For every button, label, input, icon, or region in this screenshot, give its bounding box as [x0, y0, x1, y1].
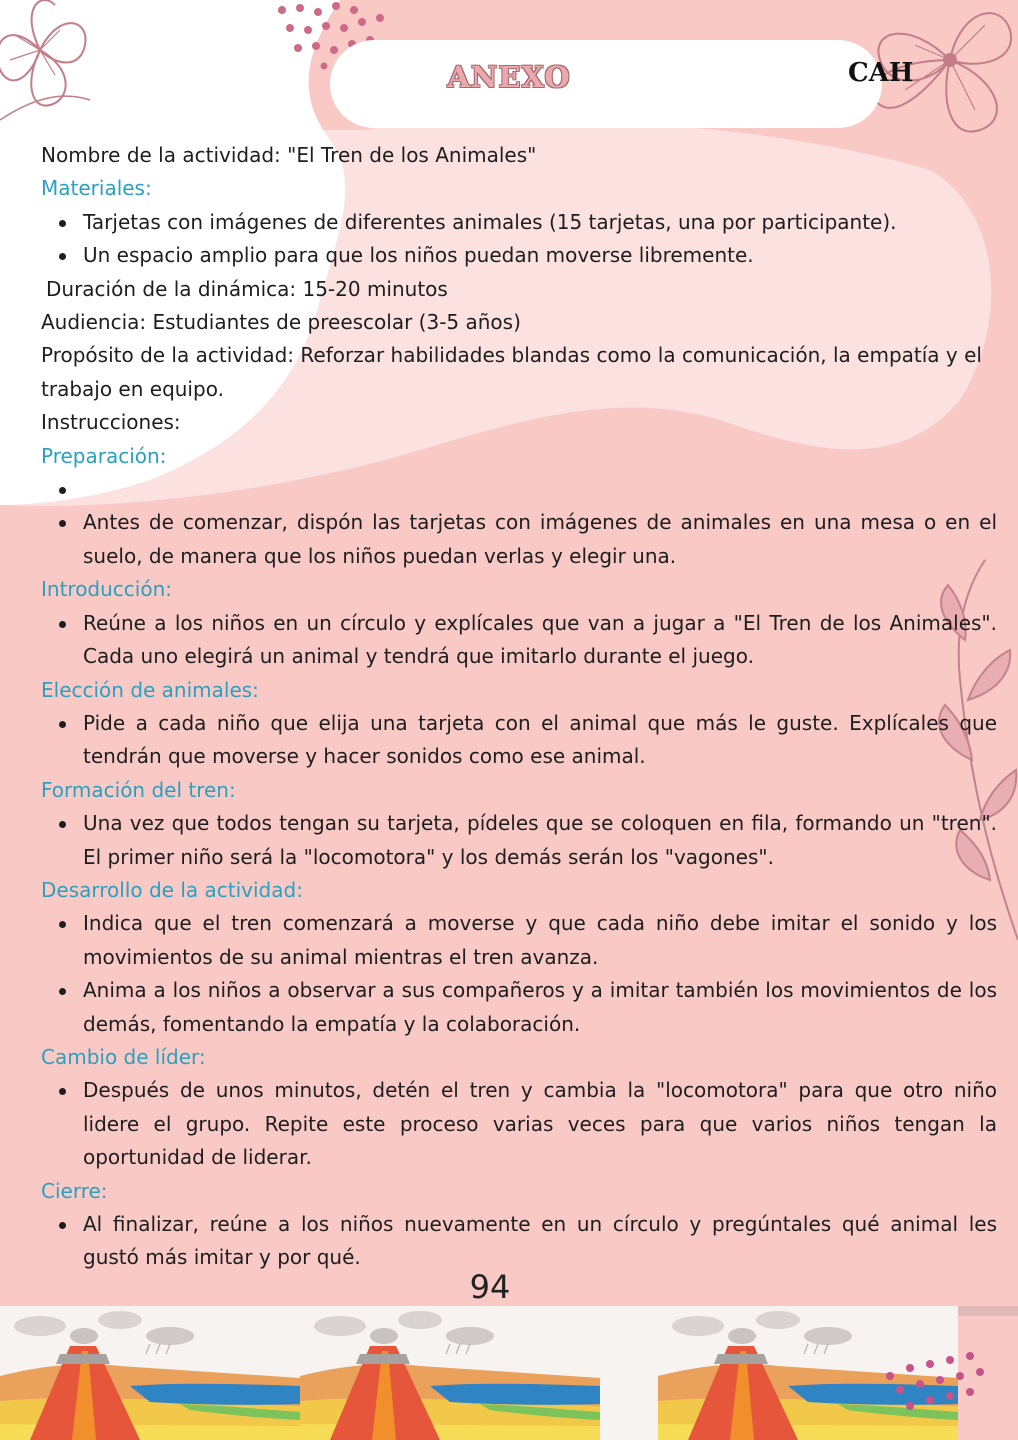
list-item: Tarjetas con imágenes de diferentes animales (15 tarjetas, una por participante).: [83, 206, 997, 239]
section-list: [41, 707, 997, 774]
section-list: [41, 1208, 997, 1275]
section-heading-preparacion: Preparación:: [41, 443, 167, 468]
volcano-illustration: [0, 1306, 1018, 1440]
section-list: [41, 607, 997, 674]
list-item: Antes de comenzar, dispón las tarjetas con imágenes de animales en una mesa o en el suelo, de manera que los niños puedan verlas y elegir una.: [83, 506, 997, 573]
page-title: ANEXO: [447, 60, 571, 94]
list-item: Al finalizar, reúne a los niños nuevamente en un círculo y pregúntales qué animal les gustó más imitar y por qué.: [83, 1208, 997, 1275]
materials-heading: Materiales:: [41, 176, 152, 201]
section-list: [41, 807, 997, 874]
list-item: Un espacio amplio para que los niños puedan moverse libremente.: [83, 239, 997, 272]
activity-name: Nombre de la actividad: "El Tren de los Animales": [41, 143, 537, 167]
section-list: [41, 907, 997, 1041]
section-list: [41, 1074, 997, 1174]
section-heading-cierre: Cierre:: [41, 1178, 108, 1203]
section-heading-formacion: Formación del tren:: [41, 777, 236, 802]
section-list: [41, 473, 997, 573]
header-code: CAH: [848, 58, 914, 88]
section-heading-eleccion: Elección de animales:: [41, 677, 259, 702]
list-item: Reúne a los niños en un círculo y explícales que van a jugar a "El Tren de los Animales". Cada uno elegirá un animal y tendrá que imitarlo durante el juego.: [83, 607, 997, 674]
activity-content: [41, 139, 997, 1275]
purpose-text: Propósito de la actividad: Reforzar habilidades blandas como la comunicación, la empatía y el trabajo en equipo.: [41, 343, 982, 401]
materials-list: [41, 206, 997, 273]
section-heading-introduccion: Introducción:: [41, 577, 173, 602]
page-number: 94: [469, 1268, 511, 1306]
duration-text: Duración de la dinámica: 15-20 minutos: [46, 276, 448, 301]
list-item: Después de unos minutos, detén el tren y cambia la "locomotora" para que otro niño lidere el grupo. Repite este proceso varias veces para que varios niños tengan la oportunidad de liderar.: [83, 1074, 997, 1174]
list-item: [83, 473, 997, 506]
list-item: Una vez que todos tengan su tarjeta, pídeles que se coloquen en fila, formando un "tren". El primer niño será la "locomotora" y los demás serán los "vagones".: [83, 807, 997, 874]
list-item: Pide a cada niño que elija una tarjeta con el animal que más le guste. Explícales que tendrán que moverse y hacer sonidos como ese animal.: [83, 707, 997, 774]
list-item: Indica que el tren comenzará a moverse y que cada niño debe imitar el sonido y los movimientos de su animal mientras el tren avanza.: [83, 907, 997, 974]
instructions-label: Instrucciones:: [41, 410, 181, 435]
audience-text: Audiencia: Estudiantes de preescolar (3-5 años): [41, 310, 521, 335]
section-heading-desarrollo: Desarrollo de la actividad:: [41, 877, 303, 902]
list-item: Anima a los niños a observar a sus compañeros y a imitar también los movimientos de los demás, fomentando la empatía y la colaboración.: [83, 974, 997, 1041]
section-heading-cambio: Cambio de líder:: [41, 1044, 206, 1069]
